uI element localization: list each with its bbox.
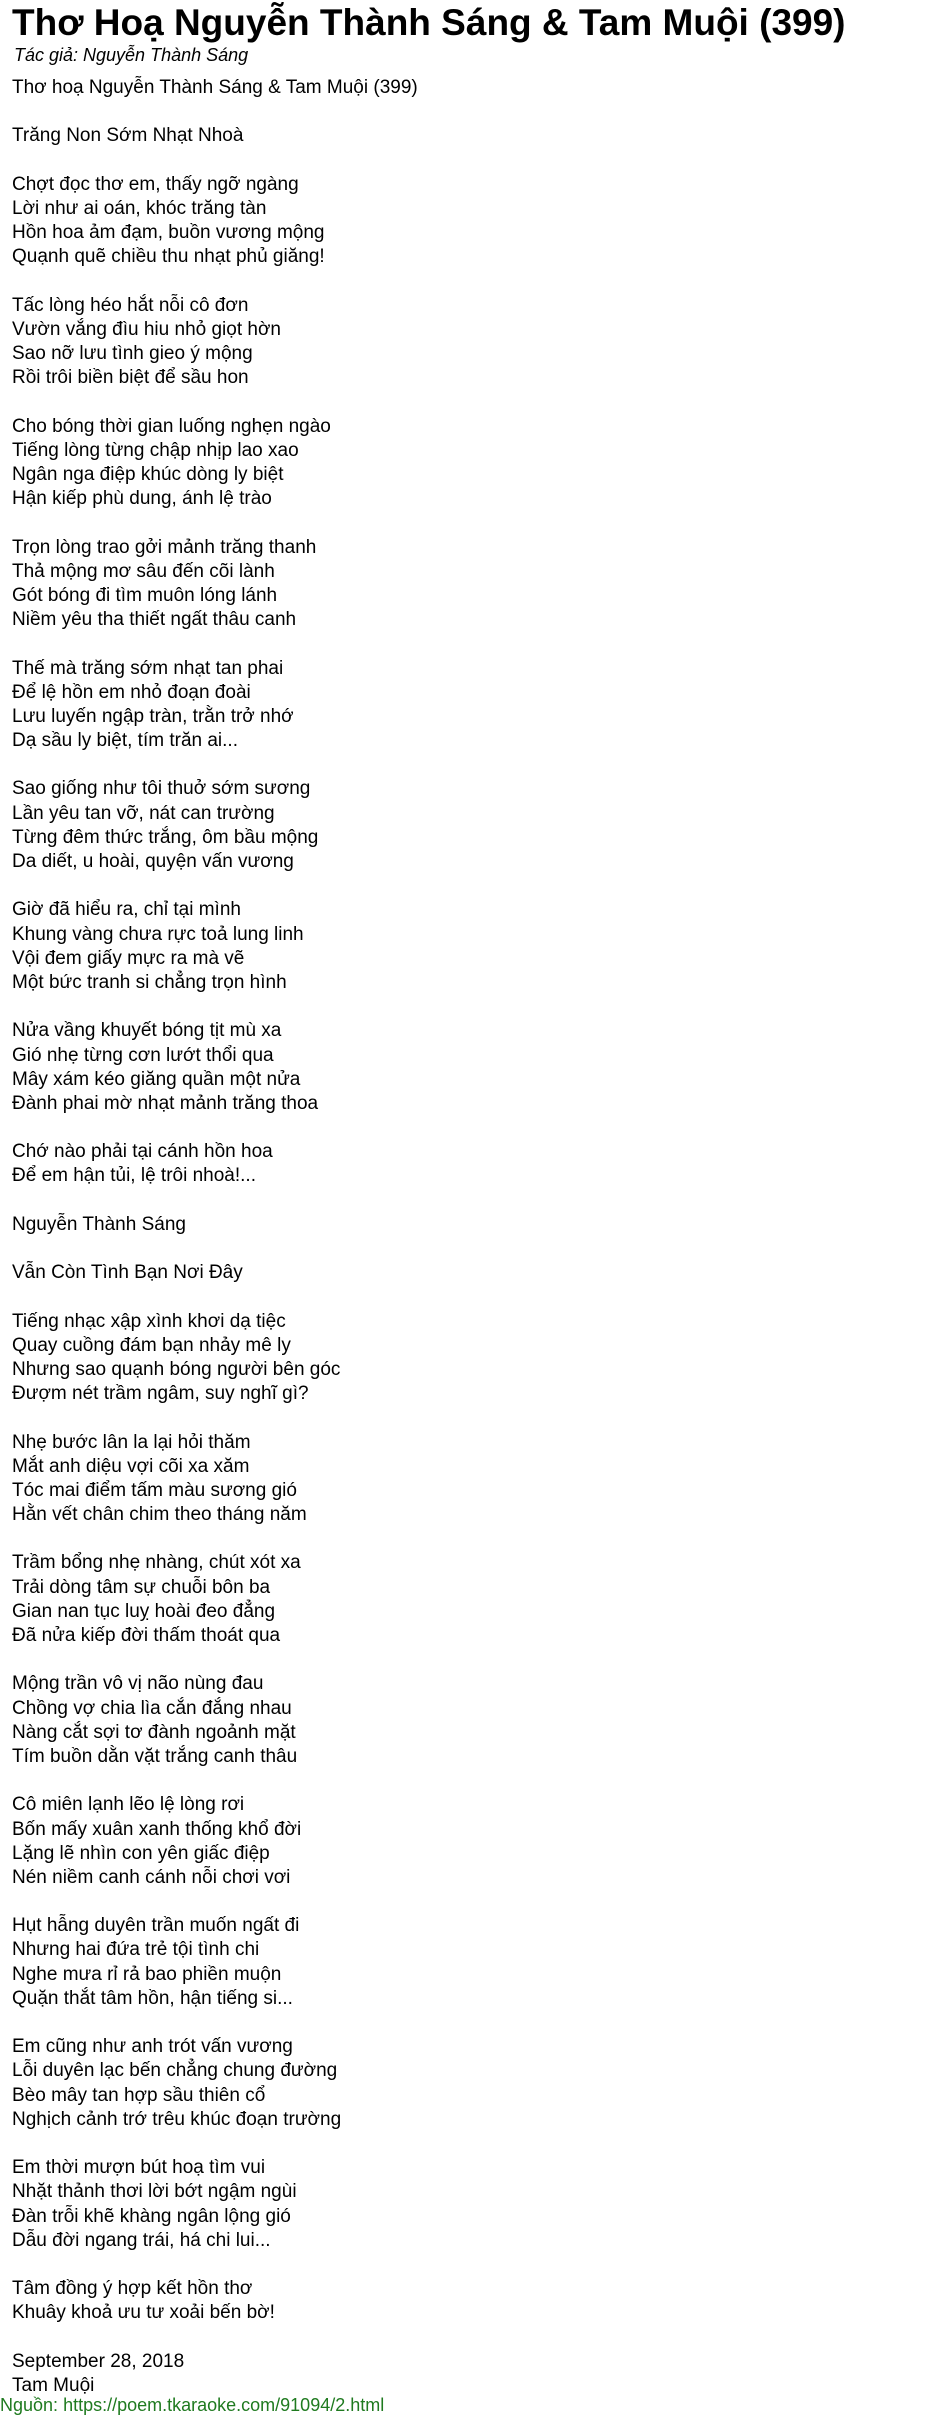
poem-line: Một bức tranh si chẳng trọn hình [12, 971, 287, 993]
poem-line: Tóc mai điểm tấm màu sương gió [12, 1479, 297, 1501]
blank-line [12, 1406, 912, 1430]
poem-line: Khuây khoả ưu tư xoải bến bờ! [12, 2302, 275, 2324]
poem-line: Niềm yêu tha thiết ngất thâu canh [12, 609, 297, 631]
poem-line: Nhẹ bước lân la lại hỏi thăm [12, 1431, 251, 1453]
poem-line: Giờ đã hiểu ra, chỉ tại mình [12, 899, 241, 921]
poem-line: Tấc lòng héo hắt nỗi cô đơn [12, 294, 249, 316]
poem-line: Bèo mây tan hợp sầu thiên cổ [12, 2084, 266, 2106]
poem-line: Nhưng hai đứa trẻ tội tình chi [12, 1939, 260, 1961]
source-link[interactable]: https://poem.tkaraoke.com/91094/2.html [63, 2395, 385, 2415]
blank-line [12, 1189, 912, 1213]
blank-line [12, 2011, 912, 2035]
poem-line: Tiếng lòng từng chập nhịp lao xao [12, 439, 299, 461]
blank-line [12, 1237, 912, 1261]
blank-line [12, 1769, 912, 1793]
poem-line: Đượm nét trầm ngâm, suy nghĩ gì? [12, 1383, 309, 1405]
poem-line: Nguyễn Thành Sáng [12, 1213, 186, 1235]
poem-line: Quạnh quẽ chiều thu nhạt phủ giăng! [12, 246, 325, 268]
poem-line: Nàng cắt sợi tơ đành ngoảnh mặt [12, 1721, 296, 1743]
blank-line [12, 1648, 912, 1672]
blank-line [12, 1285, 912, 1309]
blank-line [12, 753, 912, 777]
poem-line: Lưu luyến ngập tràn, trằn trở nhớ [12, 705, 294, 727]
blank-line [12, 874, 912, 898]
poem-line: Da diết, u hoài, quyện vấn vương [12, 851, 294, 872]
poem-line: Nhặt thảnh thơi lời bớt ngậm ngùi [12, 2181, 297, 2203]
poem-line: Hận kiếp phù dung, ánh lệ trào [12, 488, 272, 510]
poem-line: Nén niềm canh cánh nỗi chơi vơi [12, 1866, 291, 1888]
poem-line: Cho bóng thời gian luống nghẹn ngào [12, 415, 331, 437]
poem-line: Để em hận tủi, lệ trôi nhoà!... [12, 1165, 256, 1187]
poem-line: Đã nửa kiếp đời thấm thoát qua [12, 1625, 281, 1646]
poem-line: Nghe mưa rỉ rả bao phiền muộn [12, 1963, 282, 1985]
blank-line [12, 270, 912, 294]
poem-line: Chớ nào phải tại cánh hồn hoa [12, 1141, 273, 1163]
poem-line: Cô miên lạnh lẽo lệ lòng rơi [12, 1794, 245, 1816]
poem-line: Em thời mượn bút hoạ tìm vui [12, 2157, 266, 2179]
poem-line: Nghịch cảnh trớ trêu khúc đoạn trường [12, 2108, 342, 2130]
poem-line: Để lệ hồn em nhỏ đoạn đoài [12, 681, 251, 703]
blank-line [12, 390, 912, 414]
poem-line: Quay cuồng đám bạn nhảy mê ly [12, 1334, 291, 1356]
poem-line: Gian nan tục luỵ hoài đeo đẳng [12, 1600, 276, 1622]
poem-content [12, 76, 912, 2398]
poem-line: Khung vàng chưa rực toả lung linh [12, 923, 304, 945]
poem-line: Tâm đồng ý hợp kết hồn thơ [12, 2278, 253, 2300]
poem-line: Đàn trỗi khẽ khàng ngân lộng gió [12, 2205, 291, 2227]
poem-line: Trăng Non Sớm Nhạt Nhoà [12, 125, 244, 147]
poem-line: Nhưng sao quạnh bóng người bên góc [12, 1358, 341, 1380]
poem-line: Sao giống như tôi thuở sớm sương [12, 778, 311, 800]
poem-line: Chồng vợ chia lìa cắn đắng nhau [12, 1697, 292, 1719]
poem-line: Gió nhẹ từng cơn lướt thổi qua [12, 1044, 274, 1066]
poem-line: Nửa vầng khuyết bóng tịt mù xa [12, 1020, 282, 1042]
poem-line: Dẫu đời ngang trái, há chi lui... [12, 2229, 271, 2251]
poem-line: Hồn hoa ảm đạm, buồn vương mộng [12, 222, 325, 244]
poem-line: Vẫn Còn Tình Bạn Nơi Đây [12, 1262, 243, 1284]
poem-line: Rồi trôi biền biệt để sầu hon [12, 367, 249, 389]
poem-line: September 28, 2018 [12, 2350, 185, 2372]
poem-line: Tiếng nhạc xập xình khơi dạ tiệc [12, 1310, 286, 1332]
poem-line: Thế mà trăng sớm nhạt tan phai [12, 657, 284, 679]
blank-line [12, 632, 912, 656]
poem-line: Trải dòng tâm sự chuỗi bôn ba [12, 1576, 271, 1598]
poem-line: Trầm bổng nhẹ nhàng, chút xót xa [12, 1552, 301, 1574]
page-title: Thơ Hoạ Nguyễn Thành Sáng & Tam Muội (399) [12, 2, 846, 43]
poem-line: Thả mộng mơ sâu đến cõi lành [12, 560, 275, 582]
blank-line [12, 2253, 912, 2277]
blank-line [12, 149, 912, 173]
poem-line: Mây xám kéo giăng quần một nửa [12, 1068, 301, 1090]
blank-line [12, 995, 912, 1019]
poem-line: Vội đem giấy mực ra mà vẽ [12, 947, 245, 969]
source-line [0, 2394, 384, 2416]
source-label: Nguồn: [0, 2395, 59, 2415]
poem-line: Mắt anh diệu vợi cõi xa xăm [12, 1455, 250, 1477]
blank-line [12, 2132, 912, 2156]
poem-line: Đành phai mờ nhạt mảnh trăng thoa [12, 1092, 319, 1114]
author-line: Tác giả: Nguyễn Thành Sáng [14, 45, 249, 65]
poem-line: Mộng trần vô vị não nùng đau [12, 1673, 264, 1695]
poem-line: Tam Muội [12, 2374, 95, 2396]
poem-line: Lần yêu tan vỡ, nát can trường [12, 802, 275, 824]
poem-line: Quặn thắt tâm hồn, hận tiếng si... [12, 1987, 293, 2009]
blank-line [12, 1116, 912, 1140]
poem-line: Từng đêm thức trắng, ôm bầu mộng [12, 826, 319, 848]
poem-line: Tím buồn dằn vặt trắng canh thâu [12, 1745, 298, 1767]
blank-line [12, 1890, 912, 1914]
poem-line: Em cũng như anh trót vấn vương [12, 2036, 293, 2058]
poem-line: Thơ hoạ Nguyễn Thành Sáng & Tam Muội (399) [12, 77, 418, 98]
blank-line [12, 1527, 912, 1551]
poem-line: Lặng lẽ nhìn con yên giấc điệp [12, 1842, 270, 1864]
poem-line: Vườn vắng đìu hiu nhỏ giọt hờn [12, 318, 281, 340]
poem-line: Gót bóng đi tìm muôn lóng lánh [12, 584, 278, 606]
poem-line: Ngân nga điệp khúc dòng ly biệt [12, 464, 284, 485]
poem-line: Dạ sầu ly biệt, tím trăn ai... [12, 730, 238, 752]
poem-line: Trọn lòng trao gởi mảnh trăng thanh [12, 536, 317, 558]
blank-line [12, 2325, 912, 2349]
poem-line: Lời như ai oán, khóc trăng tàn [12, 197, 267, 219]
poem-line: Bốn mấy xuân xanh thống khổ đời [12, 1818, 302, 1840]
poem-line: Hằn vết chân chim theo tháng năm [12, 1504, 307, 1526]
blank-line [12, 100, 912, 124]
poem-line: Hụt hẫng duyên trần muốn ngất đi [12, 1915, 300, 1937]
blank-line [12, 511, 912, 535]
poem-line: Lỗi duyên lạc bến chẳng chung đường [12, 2060, 338, 2082]
poem-line: Sao nỡ lưu tình gieo ý mộng [12, 343, 253, 365]
poem-line: Chợt đọc thơ em, thấy ngỡ ngàng [12, 173, 299, 195]
